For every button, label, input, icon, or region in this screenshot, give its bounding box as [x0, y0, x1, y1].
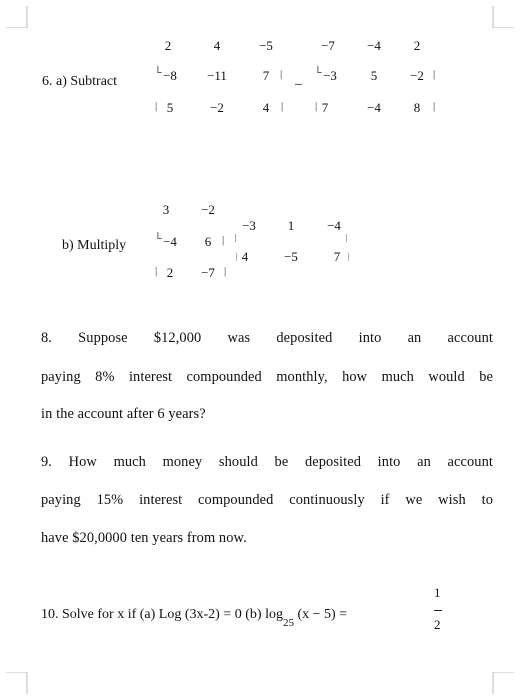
problem-10-statement: 10. Solve for x if (a) Log (3x-2) = 0 (b) [41, 607, 262, 622]
matrix-cell: −3 [323, 68, 337, 83]
problem-8-line-3: in the account after 6 years? [41, 406, 206, 422]
matrix-cell: 2 [166, 265, 174, 280]
matrix-cell: −11 [207, 68, 227, 83]
problem-9-line-2: paying 15% interest compounded continuously if we wish to [41, 492, 493, 508]
fraction-bar [434, 610, 442, 611]
bracket-right-bottom: | [348, 252, 350, 261]
bracket-right-bottom: | [281, 100, 284, 112]
matrix-cell: 2 [413, 38, 421, 53]
matrix-cell: 1 [287, 218, 295, 233]
fraction-numerator: 1 [434, 585, 441, 600]
matrix-cell: −7 [201, 265, 215, 280]
matrix-cell: −4 [367, 100, 381, 115]
problem-8-line-2: paying 8% interest compounded monthly, how much would be [41, 369, 493, 385]
matrix-cell: −4 [367, 38, 381, 53]
bracket-right-mid: | [280, 68, 283, 80]
log-base-subscript: 25 [282, 616, 294, 629]
matrix-cell: −2 [201, 202, 215, 217]
matrix-cell: 5 [370, 68, 378, 83]
bracket-left-bottom: | [236, 252, 238, 261]
crop-mark-bottom-left [6, 672, 28, 694]
problem-9-line-3: have $20,0000 ten years from now. [41, 530, 247, 546]
bracket-right-bottom: | [433, 100, 436, 112]
matrix-cell: 3 [162, 202, 170, 217]
log-argument: (x − 5) = [297, 607, 348, 622]
fraction-denominator: 2 [434, 617, 441, 632]
crop-mark-bottom-right [492, 672, 514, 694]
minus-operator: _ [295, 72, 302, 87]
problem-6b-label: b) Multiply [62, 238, 127, 253]
problem-8-line-1: 8. Suppose $12,000 was deposited into an account [41, 330, 493, 346]
crop-mark-top-right [492, 6, 514, 28]
problem-6a-label [42, 74, 117, 90]
matrix-cell: 6 [204, 234, 212, 249]
matrix-cell: −2 [410, 68, 424, 83]
crop-mark-top-left [6, 6, 28, 28]
matrix-cell: 5 [166, 100, 174, 115]
matrix-cell: −2 [210, 100, 224, 115]
bracket-right-mid: | [222, 234, 225, 246]
log-word: log [265, 607, 283, 622]
matrix-cell: 2 [164, 38, 172, 53]
matrix-cell: −5 [284, 249, 298, 264]
log-base-text [265, 607, 348, 629]
matrix-cell: −8 [163, 68, 177, 83]
bracket-left-mid: └ [154, 67, 162, 79]
bracket-right-bottom: | [224, 265, 227, 277]
matrix-cell: 8 [413, 100, 421, 115]
bracket-left-mid: └ [314, 67, 322, 79]
bracket-left-top: | [235, 233, 237, 242]
bracket-right-top: | [346, 233, 348, 242]
bracket-left-bottom: | [155, 100, 158, 112]
problem-6a-text: a) Subtract [56, 74, 118, 89]
matrix-cell: 7 [262, 68, 270, 83]
problem-6-number: 6. [42, 74, 53, 89]
problem-9-line-1: 9. How much money should be deposited into an account [41, 454, 493, 470]
bracket-right-mid: | [433, 68, 436, 80]
matrix-cell: −4 [327, 218, 341, 233]
matrix-cell: 7 [333, 249, 341, 264]
matrix-cell: −3 [242, 218, 256, 233]
matrix-cell: −7 [321, 38, 335, 53]
matrix-cell: 4 [213, 38, 221, 53]
bracket-left-bottom: | [155, 265, 158, 277]
matrix-cell: 7 [321, 100, 329, 115]
bracket-left-bottom: | [315, 100, 318, 112]
matrix-cell: −5 [259, 38, 273, 53]
bracket-left-mid: └ [154, 233, 162, 245]
problem-10-text [41, 607, 348, 629]
matrix-cell: −4 [163, 234, 177, 249]
matrix-cell: 4 [262, 100, 270, 115]
matrix-cell: 4 [241, 249, 249, 264]
